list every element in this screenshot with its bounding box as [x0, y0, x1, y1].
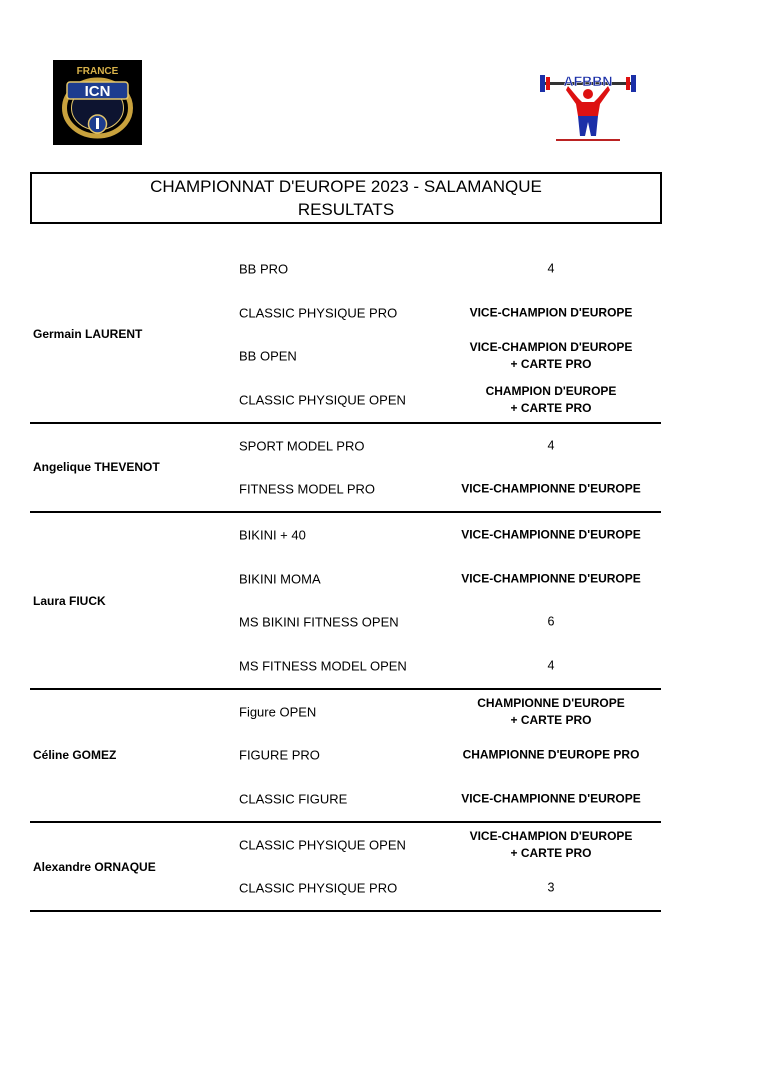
athlete-group — [30, 690, 661, 823]
result-line: 4 — [547, 438, 555, 453]
result-row — [30, 777, 661, 821]
event-name: BB PRO — [239, 261, 289, 277]
event-name: FITNESS MODEL PRO — [239, 481, 376, 497]
event-name: CLASSIC FIGURE — [239, 791, 348, 807]
athlete-group — [30, 247, 661, 424]
result-row — [30, 378, 661, 422]
result-row — [30, 291, 661, 335]
result-row — [30, 557, 661, 601]
event-result — [442, 570, 660, 587]
event-result — [442, 828, 660, 862]
icn-logo-main-text: ICN — [84, 83, 111, 100]
result-line: CHAMPIONNE D'EUROPE PRO — [462, 747, 640, 762]
result-line: 3 — [547, 880, 555, 895]
event-result — [442, 481, 660, 498]
result-row — [30, 867, 661, 911]
athlete-name: Germain LAURENT — [33, 327, 143, 342]
athlete-name: Céline GOMEZ — [33, 748, 117, 763]
result-row — [30, 424, 661, 468]
result-line: VICE-CHAMPIONNE D'EUROPE — [461, 527, 641, 542]
page-title: CHAMPIONNAT D'EUROPE 2023 - SALAMANQUE — [150, 177, 542, 196]
result-line: 4 — [547, 261, 555, 276]
result-line: + CARTE PRO — [510, 400, 592, 415]
result-row — [30, 823, 661, 867]
athlete-name: Angelique THEVENOT — [33, 460, 160, 475]
afbbn-logo — [538, 64, 638, 144]
result-row — [30, 690, 661, 734]
result-line: + CARTE PRO — [510, 357, 592, 372]
athlete-name: Alexandre ORNAQUE — [33, 859, 156, 874]
event-name: MS BIKINI FITNESS OPEN — [239, 614, 399, 630]
athlete-name: Laura FIUCK — [33, 593, 106, 608]
result-line: VICE-CHAMPIONNE D'EUROPE — [461, 481, 641, 496]
result-line: VICE-CHAMPIONNE D'EUROPE — [461, 571, 641, 586]
event-result — [442, 383, 660, 417]
page-subtitle: RESULTATS — [297, 200, 395, 219]
athlete-group — [30, 513, 661, 690]
event-name: FIGURE PRO — [239, 747, 320, 763]
result-line: VICE-CHAMPION D'EUROPE — [469, 828, 633, 843]
event-name: BB OPEN — [239, 348, 297, 364]
title-box — [30, 172, 662, 224]
result-row — [30, 467, 661, 511]
event-name: Figure OPEN — [239, 704, 317, 720]
event-name: MS FITNESS MODEL OPEN — [239, 658, 407, 674]
afbbn-logo-text: AFBBN — [563, 73, 613, 89]
event-result — [442, 695, 660, 729]
event-name: SPORT MODEL PRO — [239, 438, 365, 454]
result-line: CHAMPION D'EUROPE — [485, 383, 617, 398]
result-line: VICE-CHAMPION D'EUROPE — [469, 340, 633, 355]
results-table — [30, 247, 661, 912]
event-result — [442, 437, 660, 454]
icn-logo — [53, 60, 142, 145]
result-line: VICE-CHAMPION D'EUROPE — [469, 305, 633, 320]
icn-logo-top-text: FRANCE — [76, 66, 119, 77]
event-result — [442, 658, 660, 675]
event-result — [442, 791, 660, 808]
event-name: CLASSIC PHYSIQUE PRO — [239, 880, 398, 896]
event-result — [442, 747, 660, 764]
event-result — [442, 880, 660, 897]
event-result — [442, 260, 660, 277]
result-row — [30, 513, 661, 557]
event-name: BIKINI MOMA — [239, 571, 321, 587]
result-row — [30, 601, 661, 645]
event-result — [442, 614, 660, 631]
result-row — [30, 334, 661, 378]
event-result — [442, 304, 660, 321]
event-name: CLASSIC PHYSIQUE OPEN — [239, 837, 406, 853]
result-row — [30, 644, 661, 688]
result-line: CHAMPIONNE D'EUROPE — [477, 695, 625, 710]
athlete-group — [30, 424, 661, 513]
athlete-group — [30, 823, 661, 912]
event-result — [442, 339, 660, 373]
event-name: CLASSIC PHYSIQUE PRO — [239, 305, 398, 321]
event-name: BIKINI + 40 — [239, 527, 306, 543]
result-line: + CARTE PRO — [510, 712, 592, 727]
result-row — [30, 247, 661, 291]
result-line: 6 — [547, 614, 555, 629]
result-line: 4 — [547, 658, 555, 673]
event-result — [442, 526, 660, 543]
result-line: VICE-CHAMPIONNE D'EUROPE — [461, 791, 641, 806]
result-line: + CARTE PRO — [510, 845, 592, 860]
event-name: CLASSIC PHYSIQUE OPEN — [239, 392, 406, 408]
result-row — [30, 734, 661, 778]
